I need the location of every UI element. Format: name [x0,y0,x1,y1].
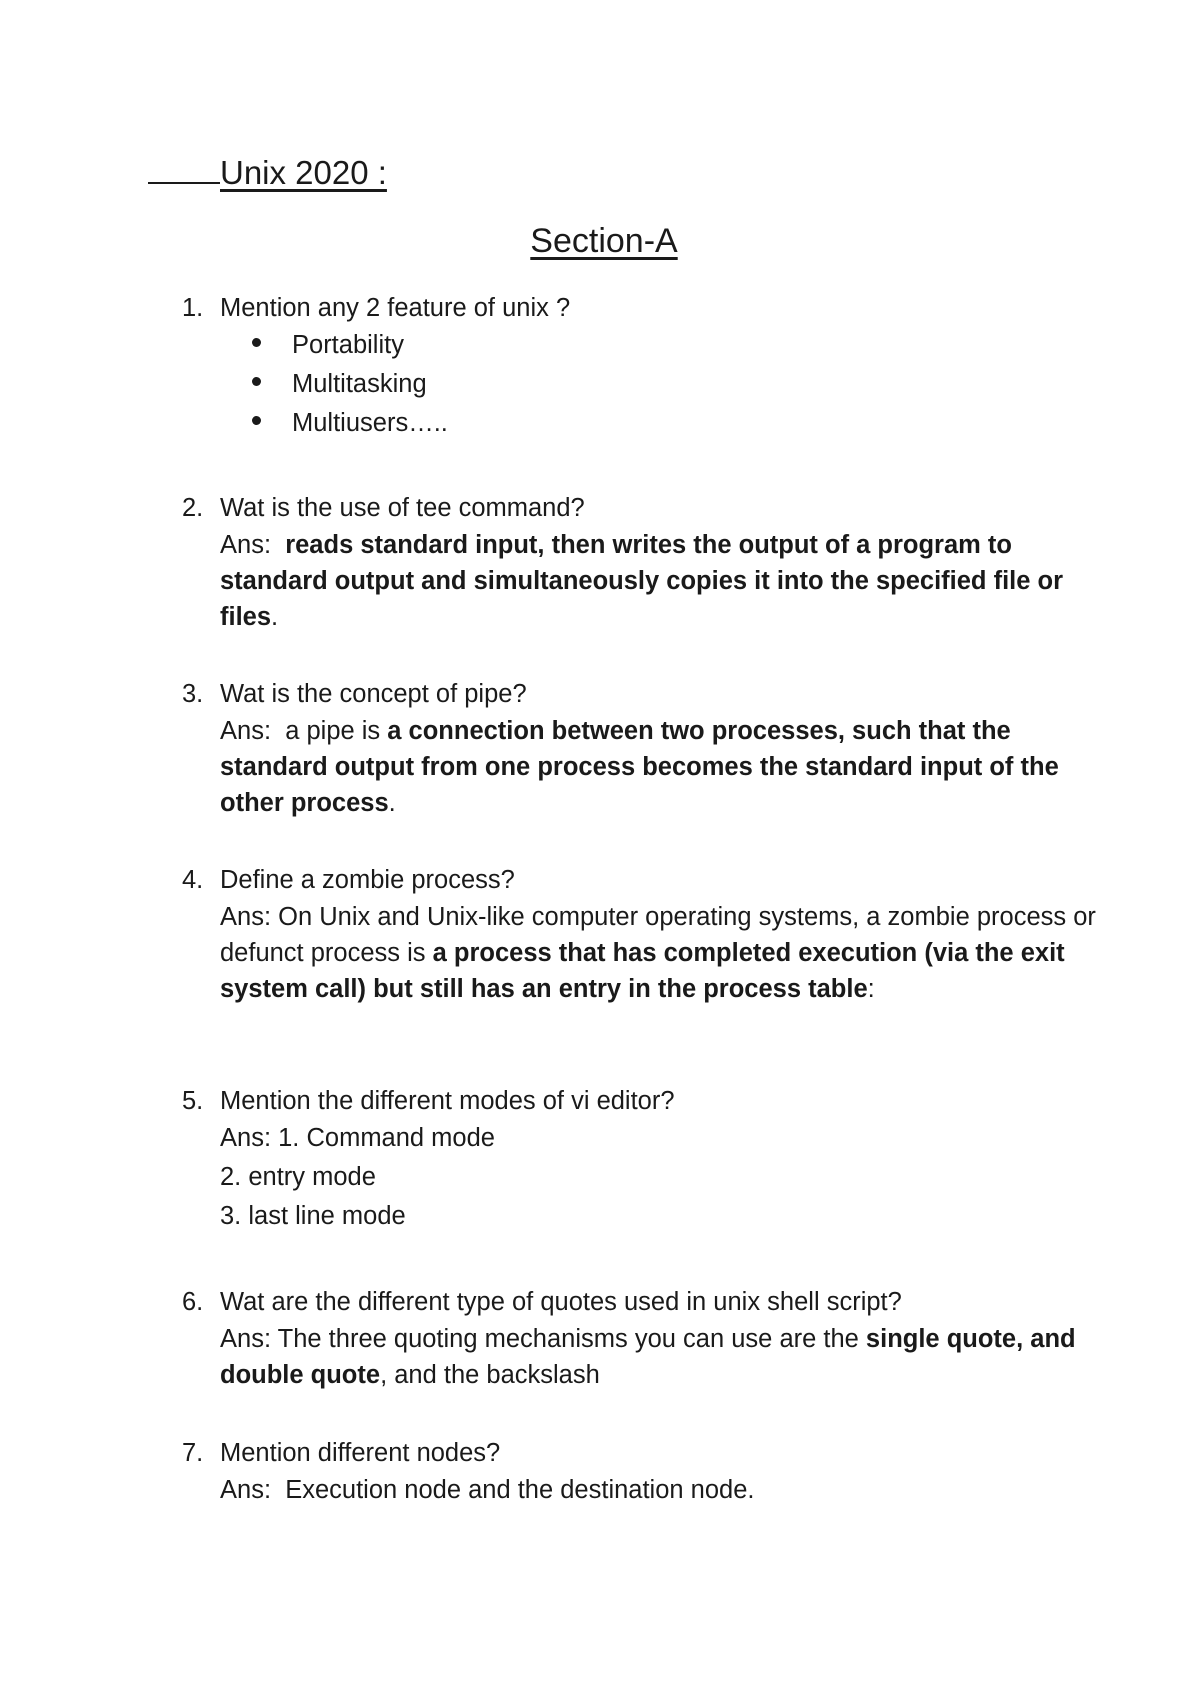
mode-item [220,1119,495,1158]
answer-3 [220,713,1100,821]
question-number: 2. [182,494,204,522]
question-text: Wat is the concept of pipe? [220,680,527,708]
answer-text: a pipe is [285,717,388,745]
mode-item: 2. entry mode [220,1163,376,1191]
answer-text: , and the backslash [380,1361,600,1389]
answer-text: The three quoting mechanisms you can use are the [277,1325,866,1353]
bullet-icon [252,377,261,386]
answer-7 [220,1472,1100,1508]
bullet-icon [252,338,261,347]
question-text: Mention different nodes? [220,1439,501,1467]
answer-text: . [388,789,396,817]
bullet-icon [252,416,261,425]
question-text: Wat are the different type of quotes used in unix shell script? [220,1288,902,1316]
answer-4 [220,899,1100,1007]
question-number: 3. [182,680,204,708]
section-heading: Section-A [530,222,678,260]
answer-label: Ans: [220,531,272,559]
answer-5 [220,1119,495,1236]
question-text: Wat is the use of tee command? [220,494,585,522]
title-text: Unix 2020 : [220,154,387,191]
answer-bold-text: a connection between two processes, such that the standard output from one process becomes the standard input of the other process [220,717,1059,817]
question-number: 4. [182,866,204,894]
document-title [148,152,387,192]
answer-bold-text: reads standard input, then writes the output of a program to standard output and simultaneously copies it into the specified file or files [220,531,1064,631]
question-number: 6. [182,1288,204,1316]
answer-6 [220,1321,1100,1393]
title-underline-lead [148,152,220,184]
list-item-text: Portability [292,331,404,359]
answer-label: Ans: [220,1476,272,1504]
answer-label: Ans: [220,717,272,745]
answer-text: . [271,603,279,631]
list-item-text: Multitasking [292,370,427,398]
answer-text: Execution node and the destination node [285,1476,748,1504]
mode-text: 1. Command mode [278,1124,495,1152]
question-number: 1. [182,294,204,322]
question-number: 7. [182,1439,204,1467]
mode-item: 3. last line mode [220,1202,406,1230]
answer-text: . [747,1476,755,1504]
question-text: Define a zombie process? [220,866,515,894]
answer-bold-text: a process that has completed execution (via the exit system call) but still has an entry in the process table [220,939,1065,1003]
question-text: Mention any 2 feature of unix ? [220,294,571,322]
answer-2 [220,527,1100,635]
question-text: Mention the different modes of vi editor? [220,1087,675,1115]
list-item-text: Multiusers….. [292,409,448,437]
answer-label: Ans: [220,1124,272,1152]
answer-label: Ans: [220,903,272,931]
answer-text: : [867,975,875,1003]
answer-text: On Unix and Unix-like computer operating systems, a zombie process or defunct process is [220,903,1096,967]
question-number: 5. [182,1087,204,1115]
answer-label: Ans: [220,1325,272,1353]
answer-bold-text: single quote, and double quote [220,1325,1076,1389]
